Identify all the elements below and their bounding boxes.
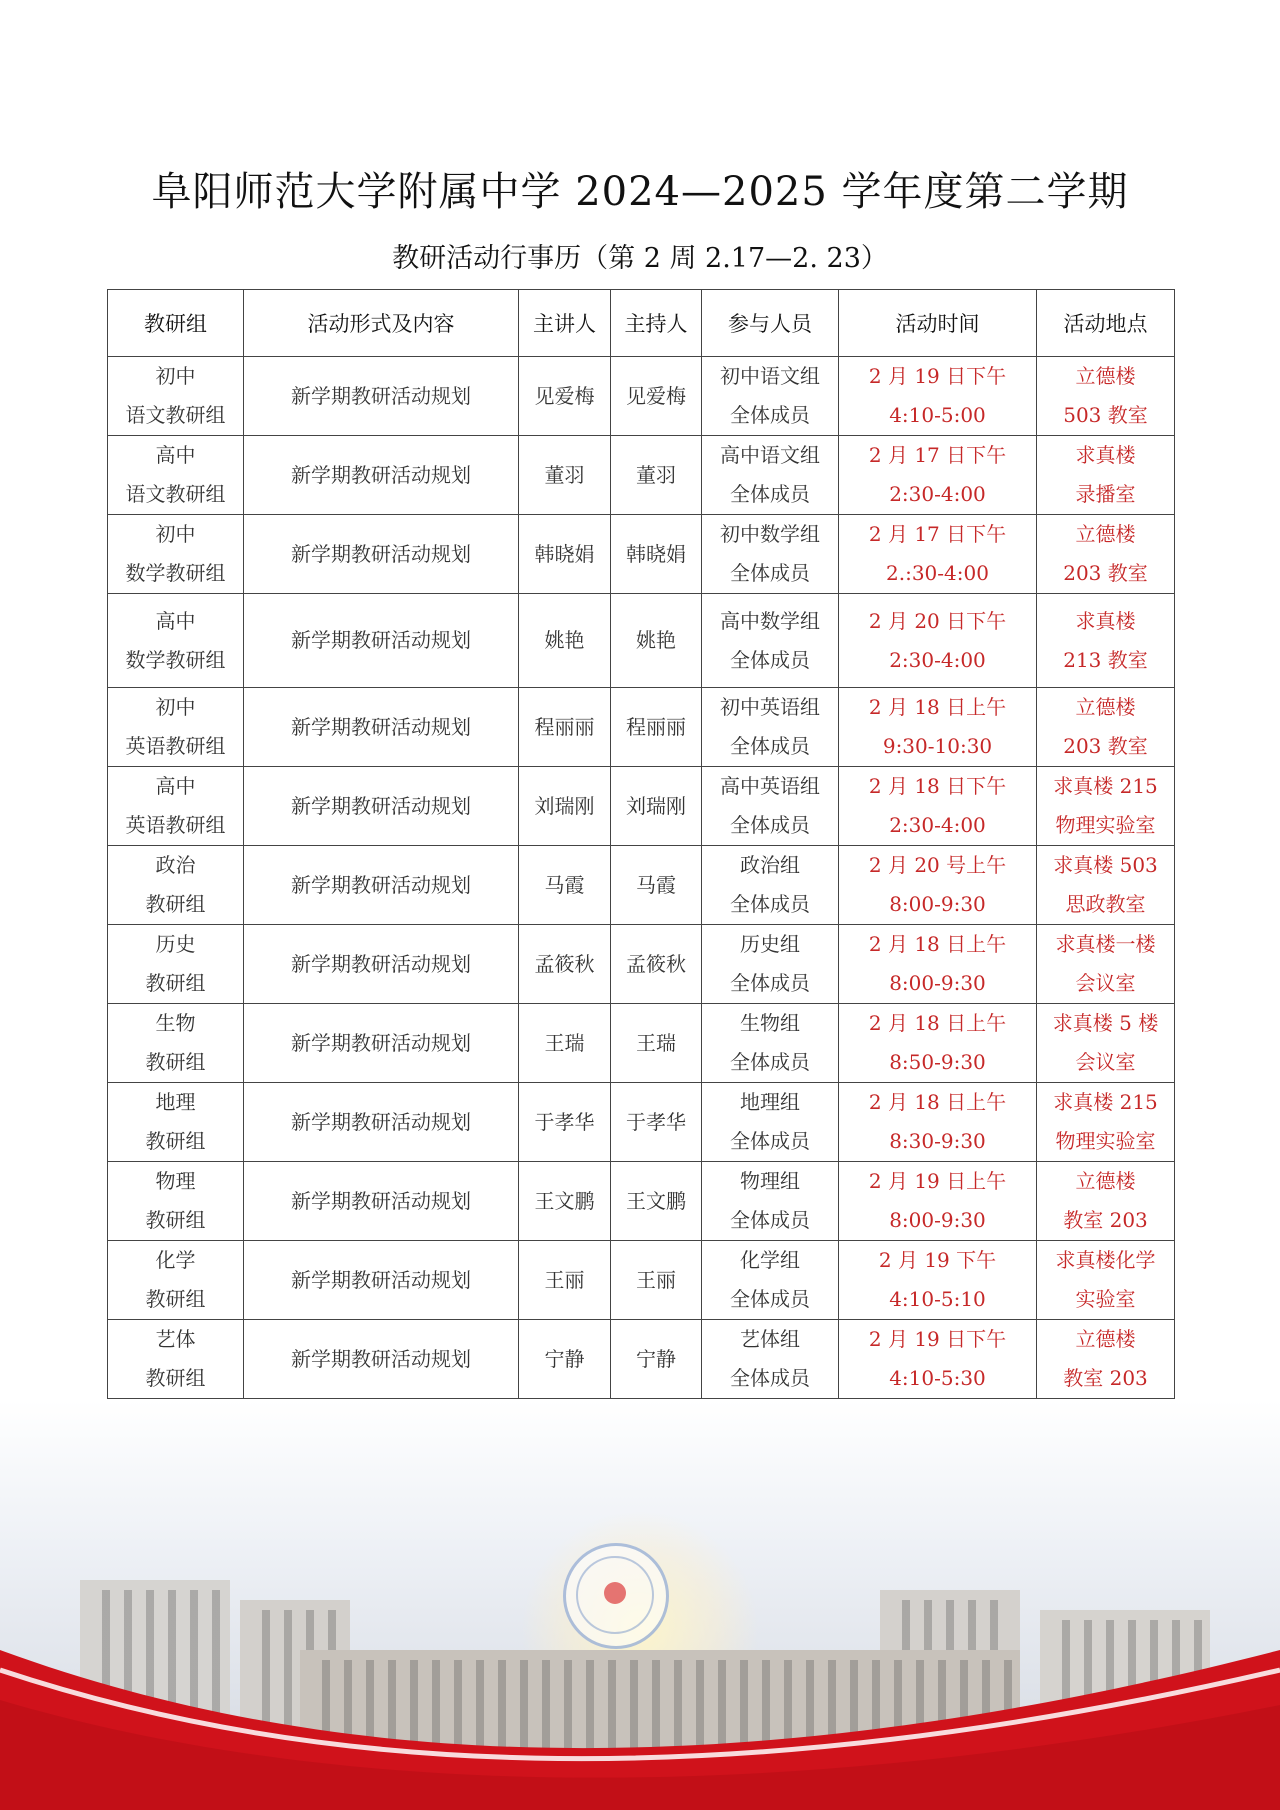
cell-group-line: 教研组 xyxy=(145,1287,206,1311)
cell-participants-line: 高中英语组 xyxy=(720,774,820,798)
cell-time-line: 2 月 17 日下午 xyxy=(868,443,1007,467)
cell-participants-line: 全体成员 xyxy=(730,1287,810,1311)
cell-content: 新学期教研活动规划 xyxy=(244,846,519,925)
table-header-row xyxy=(108,290,1175,357)
cell-group-line: 物理 xyxy=(155,1169,196,1193)
cell-content: 新学期教研活动规划 xyxy=(244,688,519,767)
cell-participants-line: 全体成员 xyxy=(730,1050,810,1074)
cell-host: 王丽 xyxy=(611,1241,702,1320)
cell-place xyxy=(1037,1241,1175,1320)
cell-participants-line: 地理组 xyxy=(740,1090,800,1114)
cell-time-line: 2 月 20 日下午 xyxy=(868,608,1007,633)
cell-time xyxy=(839,767,1037,846)
cell-time-line: 2 月 19 日上午 xyxy=(868,1169,1007,1193)
cell-participants-line: 物理组 xyxy=(740,1169,800,1193)
cell-participants-line: 化学组 xyxy=(740,1248,800,1272)
cell-place xyxy=(1037,767,1175,846)
cell-group-line: 英语教研组 xyxy=(125,734,226,758)
cell-place-line: 立德楼 xyxy=(1075,1327,1136,1351)
cell-place-line: 203 教室 xyxy=(1063,734,1148,758)
cell-speaker: 宁静 xyxy=(519,1320,611,1399)
cell-participants xyxy=(702,1320,839,1399)
cell-content: 新学期教研活动规划 xyxy=(244,767,519,846)
footer-decoration xyxy=(0,1400,1280,1810)
cell-place xyxy=(1037,1083,1175,1162)
cell-group-line: 初中 xyxy=(155,522,196,546)
cell-group xyxy=(108,1083,244,1162)
cell-speaker: 王丽 xyxy=(519,1241,611,1320)
header-participants: 参与人员 xyxy=(702,290,839,357)
table-row xyxy=(108,1083,1175,1162)
cell-group xyxy=(108,594,244,688)
cell-place-line: 立德楼 xyxy=(1075,695,1136,719)
cell-place xyxy=(1037,1004,1175,1083)
cell-place-line: 实验室 xyxy=(1075,1287,1136,1311)
table-row xyxy=(108,515,1175,594)
header-host: 主持人 xyxy=(611,290,702,357)
cell-host: 于孝华 xyxy=(611,1083,702,1162)
cell-speaker: 马霞 xyxy=(519,846,611,925)
cell-content: 新学期教研活动规划 xyxy=(244,594,519,688)
table-row xyxy=(108,767,1175,846)
cell-participants-line: 全体成员 xyxy=(730,892,810,916)
cell-content: 新学期教研活动规划 xyxy=(244,436,519,515)
cell-time-line: 2 月 18 日下午 xyxy=(868,774,1007,798)
cell-time-line: 9:30-10:30 xyxy=(882,734,993,758)
cell-place xyxy=(1037,1320,1175,1399)
cell-participants xyxy=(702,436,839,515)
table-row xyxy=(108,1241,1175,1320)
cell-group-line: 英语教研组 xyxy=(125,813,226,837)
cell-participants xyxy=(702,1162,839,1241)
cell-group xyxy=(108,1241,244,1320)
cell-group-line: 教研组 xyxy=(145,1208,206,1232)
cell-time xyxy=(839,688,1037,767)
cell-time xyxy=(839,1320,1037,1399)
cell-time xyxy=(839,594,1037,688)
cell-place xyxy=(1037,594,1175,688)
cell-group-line: 高中 xyxy=(155,774,196,798)
cell-group-line: 语文教研组 xyxy=(125,403,226,427)
cell-host: 宁静 xyxy=(611,1320,702,1399)
cell-speaker: 王文鹏 xyxy=(519,1162,611,1241)
table-row xyxy=(108,688,1175,767)
cell-time xyxy=(839,1241,1037,1320)
cell-group-line: 教研组 xyxy=(145,1050,206,1074)
cell-speaker: 孟筱秋 xyxy=(519,925,611,1004)
cell-group-line: 教研组 xyxy=(145,1366,206,1390)
header-speaker: 主讲人 xyxy=(519,290,611,357)
cell-place-line: 会议室 xyxy=(1075,971,1136,995)
cell-place-line: 求真楼 5 楼 xyxy=(1052,1011,1159,1035)
cell-participants xyxy=(702,357,839,436)
cell-group xyxy=(108,357,244,436)
cell-time xyxy=(839,925,1037,1004)
cell-speaker: 姚艳 xyxy=(519,594,611,688)
cell-participants xyxy=(702,767,839,846)
header-time: 活动时间 xyxy=(839,290,1037,357)
cell-group-line: 初中 xyxy=(155,364,196,388)
cell-participants xyxy=(702,925,839,1004)
cell-place-line: 立德楼 xyxy=(1075,1169,1136,1193)
cell-group-line: 地理 xyxy=(155,1090,196,1114)
table-row xyxy=(108,357,1175,436)
cell-host: 刘瑞刚 xyxy=(611,767,702,846)
cell-group xyxy=(108,688,244,767)
table-row xyxy=(108,594,1175,688)
cell-place xyxy=(1037,357,1175,436)
page-title: 阜阳师范大学附属中学 2024—2025 学年度第二学期 xyxy=(151,169,1129,215)
cell-speaker: 见爱梅 xyxy=(519,357,611,436)
cell-speaker: 董羽 xyxy=(519,436,611,515)
cell-time-line: 4:10-5:10 xyxy=(889,1287,986,1311)
cell-group xyxy=(108,436,244,515)
cell-group-line: 历史 xyxy=(155,932,196,956)
cell-place-line: 会议室 xyxy=(1075,1050,1136,1074)
cell-place-line: 求真楼 xyxy=(1075,608,1136,633)
table-row xyxy=(108,436,1175,515)
cell-place-line: 物理实验室 xyxy=(1055,1129,1156,1153)
cell-time-line: 4:10-5:30 xyxy=(889,1366,986,1390)
cell-participants-line: 全体成员 xyxy=(730,561,810,585)
cell-time-line: 2:30-4:00 xyxy=(889,482,986,506)
cell-participants-line: 初中语文组 xyxy=(720,364,820,388)
cell-host: 程丽丽 xyxy=(611,688,702,767)
cell-place-line: 213 教室 xyxy=(1063,647,1148,672)
cell-participants-line: 初中英语组 xyxy=(720,695,820,719)
table-row xyxy=(108,846,1175,925)
cell-participants-line: 全体成员 xyxy=(730,1366,810,1390)
cell-participants xyxy=(702,594,839,688)
cell-participants-line: 全体成员 xyxy=(730,734,810,758)
cell-group xyxy=(108,515,244,594)
cell-group-line: 政治 xyxy=(155,853,196,877)
cell-participants-line: 历史组 xyxy=(740,932,800,956)
cell-group-line: 教研组 xyxy=(145,1129,206,1153)
table-row xyxy=(108,1320,1175,1399)
cell-content: 新学期教研活动规划 xyxy=(244,1004,519,1083)
page-subtitle: 教研活动行事历（第 2 周 2.17—2. 23） xyxy=(392,243,888,274)
cell-place-line: 物理实验室 xyxy=(1055,813,1156,837)
cell-group-line: 教研组 xyxy=(145,892,206,916)
cell-group xyxy=(108,1162,244,1241)
cell-time-line: 2:30-4:00 xyxy=(889,647,986,672)
cell-time-line: 2 月 18 日上午 xyxy=(868,1011,1007,1035)
cell-group xyxy=(108,767,244,846)
cell-place-line: 立德楼 xyxy=(1075,522,1136,546)
header-content: 活动形式及内容 xyxy=(244,290,519,357)
cell-host: 见爱梅 xyxy=(611,357,702,436)
cell-place-line: 求真楼化学 xyxy=(1055,1248,1156,1272)
cell-host: 韩晓娟 xyxy=(611,515,702,594)
cell-group xyxy=(108,846,244,925)
cell-place-line: 思政教室 xyxy=(1065,892,1146,916)
cell-time-line: 8:30-9:30 xyxy=(889,1129,986,1153)
cell-participants xyxy=(702,688,839,767)
cell-speaker: 王瑞 xyxy=(519,1004,611,1083)
cell-group xyxy=(108,1004,244,1083)
cell-place xyxy=(1037,1162,1175,1241)
cell-place-line: 求真楼一楼 xyxy=(1055,932,1156,956)
cell-participants xyxy=(702,515,839,594)
cell-time xyxy=(839,1083,1037,1162)
cell-group-line: 数学教研组 xyxy=(125,647,226,672)
cell-participants-line: 高中语文组 xyxy=(720,443,820,467)
cell-speaker: 韩晓娟 xyxy=(519,515,611,594)
cell-content: 新学期教研活动规划 xyxy=(244,1320,519,1399)
cell-content: 新学期教研活动规划 xyxy=(244,515,519,594)
cell-time-line: 2 月 20 号上午 xyxy=(868,853,1007,877)
header-place: 活动地点 xyxy=(1037,290,1175,357)
cell-group-line: 高中 xyxy=(155,443,196,467)
cell-group-line: 初中 xyxy=(155,695,196,719)
cell-content: 新学期教研活动规划 xyxy=(244,1083,519,1162)
cell-place-line: 503 教室 xyxy=(1063,403,1148,427)
cell-speaker: 程丽丽 xyxy=(519,688,611,767)
cell-time-line: 2 月 18 日上午 xyxy=(868,1090,1007,1114)
cell-participants xyxy=(702,1083,839,1162)
cell-time xyxy=(839,1162,1037,1241)
cell-participants-line: 政治组 xyxy=(740,853,800,877)
cell-time-line: 8:50-9:30 xyxy=(889,1050,986,1074)
red-wave-banner xyxy=(0,1610,1280,1810)
cell-place-line: 教室 203 xyxy=(1063,1366,1148,1390)
cell-speaker: 刘瑞刚 xyxy=(519,767,611,846)
cell-host: 孟筱秋 xyxy=(611,925,702,1004)
cell-time-line: 2 月 19 日下午 xyxy=(868,364,1007,388)
cell-place xyxy=(1037,436,1175,515)
cell-participants-line: 全体成员 xyxy=(730,1129,810,1153)
cell-place xyxy=(1037,688,1175,767)
cell-time xyxy=(839,357,1037,436)
cell-place-line: 203 教室 xyxy=(1063,561,1148,585)
cell-participants-line: 全体成员 xyxy=(730,813,810,837)
table-row xyxy=(108,1004,1175,1083)
cell-group-line: 生物 xyxy=(155,1011,196,1035)
cell-group-line: 数学教研组 xyxy=(125,561,226,585)
cell-group-line: 教研组 xyxy=(145,971,206,995)
cell-host: 董羽 xyxy=(611,436,702,515)
cell-group xyxy=(108,925,244,1004)
cell-time xyxy=(839,846,1037,925)
cell-time-line: 8:00-9:30 xyxy=(889,1208,986,1232)
cell-place-line: 求真楼 503 xyxy=(1053,853,1158,877)
cell-place-line: 教室 203 xyxy=(1063,1208,1148,1232)
schedule-table xyxy=(107,289,1175,1399)
cell-host: 马霞 xyxy=(611,846,702,925)
cell-participants-line: 全体成员 xyxy=(730,1208,810,1232)
cell-group-line: 高中 xyxy=(155,608,196,633)
cell-time-line: 2 月 19 日下午 xyxy=(868,1327,1007,1351)
cell-host: 姚艳 xyxy=(611,594,702,688)
cell-time-line: 2:30-4:00 xyxy=(889,813,986,837)
cell-participants xyxy=(702,846,839,925)
cell-group-line: 语文教研组 xyxy=(125,482,226,506)
cell-group-line: 化学 xyxy=(155,1248,196,1272)
cell-content: 新学期教研活动规划 xyxy=(244,357,519,436)
cell-participants-line: 全体成员 xyxy=(730,647,810,672)
cell-place-line: 求真楼 215 xyxy=(1053,774,1158,798)
cell-time-line: 8:00-9:30 xyxy=(889,971,986,995)
cell-participants-line: 艺体组 xyxy=(740,1327,800,1351)
cell-place-line: 立德楼 xyxy=(1075,364,1136,388)
cell-participants xyxy=(702,1241,839,1320)
cell-time-line: 2 月 18 日上午 xyxy=(868,932,1007,956)
table-row xyxy=(108,1162,1175,1241)
cell-time xyxy=(839,515,1037,594)
cell-participants-line: 全体成员 xyxy=(730,482,810,506)
cell-participants-line: 全体成员 xyxy=(730,403,810,427)
cell-speaker: 于孝华 xyxy=(519,1083,611,1162)
cell-place-line: 录播室 xyxy=(1075,482,1136,506)
cell-time-line: 2 月 18 日上午 xyxy=(868,695,1007,719)
cell-host: 王文鹏 xyxy=(611,1162,702,1241)
cell-group-line: 艺体 xyxy=(155,1327,196,1351)
cell-place xyxy=(1037,846,1175,925)
cell-participants-line: 生物组 xyxy=(740,1011,800,1035)
cell-time-line: 4:10-5:00 xyxy=(889,403,986,427)
cell-participants-line: 高中数学组 xyxy=(720,608,820,633)
cell-time xyxy=(839,1004,1037,1083)
cell-group xyxy=(108,1320,244,1399)
cell-time-line: 2 月 19 下午 xyxy=(878,1248,997,1272)
cell-place-line: 求真楼 215 xyxy=(1053,1090,1158,1114)
cell-place xyxy=(1037,515,1175,594)
cell-time-line: 8:00-9:30 xyxy=(889,892,986,916)
cell-time-line: 2 月 17 日下午 xyxy=(868,522,1007,546)
header-group: 教研组 xyxy=(108,290,244,357)
cell-time-line: 2.:30-4:00 xyxy=(886,561,989,585)
cell-time xyxy=(839,436,1037,515)
table-row xyxy=(108,925,1175,1004)
cell-host: 王瑞 xyxy=(611,1004,702,1083)
cell-participants xyxy=(702,1004,839,1083)
cell-content: 新学期教研活动规划 xyxy=(244,925,519,1004)
cell-participants-line: 初中数学组 xyxy=(720,522,820,546)
cell-place xyxy=(1037,925,1175,1004)
cell-content: 新学期教研活动规划 xyxy=(244,1241,519,1320)
cell-content: 新学期教研活动规划 xyxy=(244,1162,519,1241)
cell-place-line: 求真楼 xyxy=(1075,443,1136,467)
cell-participants-line: 全体成员 xyxy=(730,971,810,995)
